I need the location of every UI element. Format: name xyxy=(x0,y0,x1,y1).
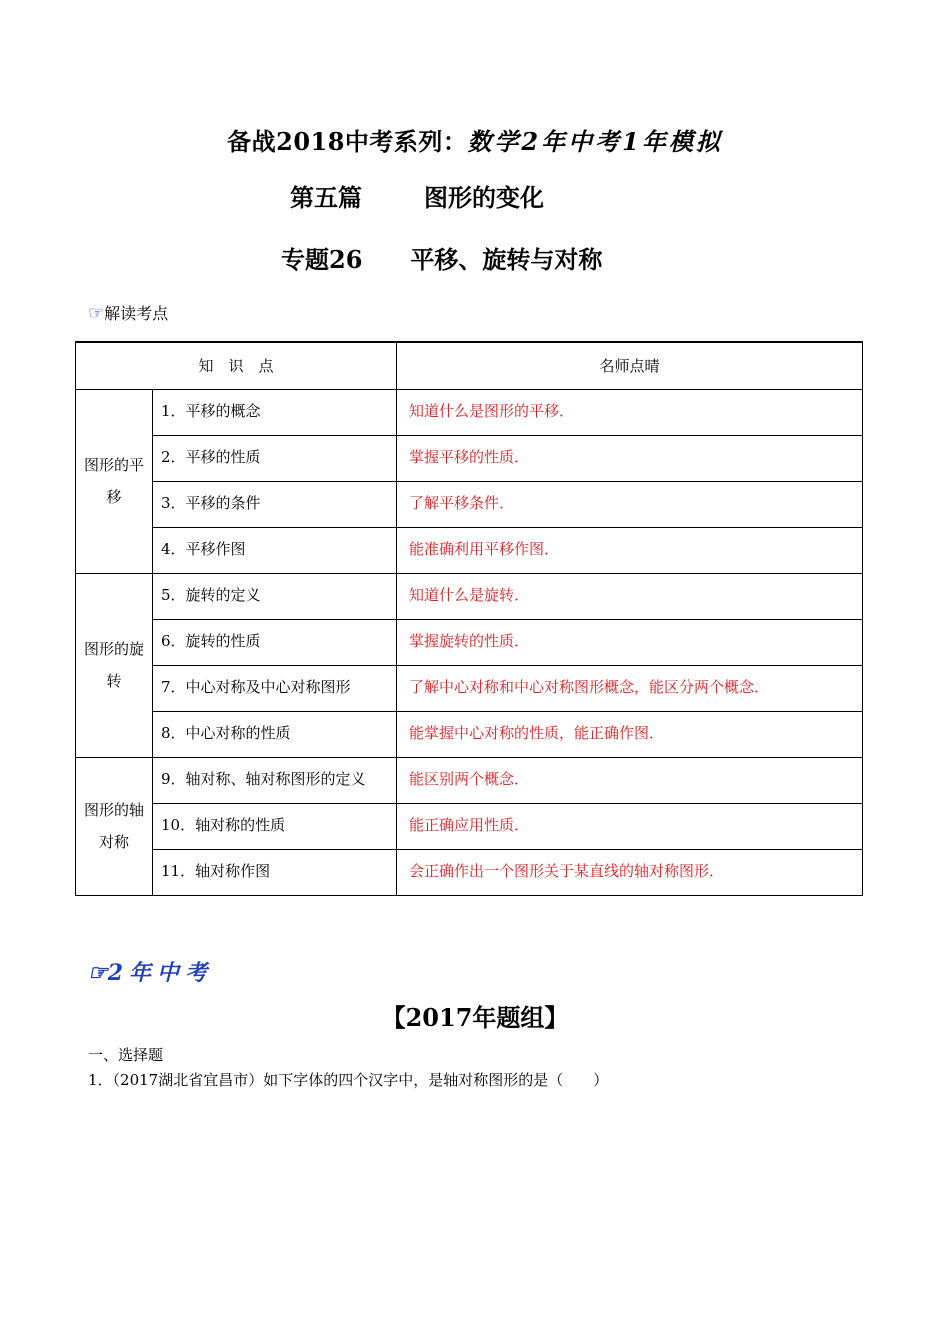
table-row xyxy=(76,711,863,757)
point-cell: 5．旋转的定义 xyxy=(153,573,397,619)
chapter-name: 图形的变化 xyxy=(424,183,544,212)
point-cell: 7．中心对称及中心对称图形 xyxy=(153,665,397,711)
pointing-hand-icon: ☞ xyxy=(88,303,105,324)
category-cell: 图形的平移 xyxy=(76,389,153,573)
question-group-title: 【2017年题组】 xyxy=(381,1003,569,1032)
point-cell: 2．平移的性质 xyxy=(153,435,397,481)
tip-cell: 了解中心对称和中心对称图形概念，能区分两个概念． xyxy=(397,665,863,711)
table-row xyxy=(76,389,863,435)
table-row xyxy=(76,619,863,665)
topic-title xyxy=(281,240,602,275)
table-row xyxy=(76,527,863,573)
table-row xyxy=(76,481,863,527)
table-row xyxy=(76,757,863,803)
tip-cell: 了解平移条件． xyxy=(397,481,863,527)
tip-cell: 能区别两个概念． xyxy=(397,757,863,803)
tip-cell: 知道什么是图形的平移． xyxy=(397,389,863,435)
tip-cell: 能准确利用平移作图． xyxy=(397,527,863,573)
section2-label: 2年中考 xyxy=(107,960,214,986)
table-row xyxy=(76,573,863,619)
question-1: 1．（2017湖北省宜昌市）如下字体的四个汉字中，是轴对称图形的是（ ） xyxy=(88,1071,609,1089)
section-interpretation xyxy=(88,301,168,324)
point-cell: 11．轴对称作图 xyxy=(153,849,397,895)
tip-cell: 能正确应用性质． xyxy=(397,803,863,849)
section-two-year-exams xyxy=(88,956,213,987)
table-row xyxy=(76,435,863,481)
point-cell: 8．中心对称的性质 xyxy=(153,711,397,757)
section-label: 解读考点 xyxy=(104,304,169,323)
tip-cell: 掌握旋转的性质． xyxy=(397,619,863,665)
table-row xyxy=(76,849,863,895)
table-header-row xyxy=(76,342,863,389)
tip-cell: 会正确作出一个图形关于某直线的轴对称图形． xyxy=(397,849,863,895)
point-cell: 3．平移的条件 xyxy=(153,481,397,527)
header-knowledge-points: 知 识 点 xyxy=(76,342,397,389)
tip-cell: 掌握平移的性质． xyxy=(397,435,863,481)
title-part2: 数学2年中考1年模拟 xyxy=(467,127,723,156)
category-cell: 图形的旋转 xyxy=(76,573,153,757)
document-title xyxy=(0,122,950,157)
chapter-title xyxy=(290,178,544,213)
point-cell: 9．轴对称、轴对称图形的定义 xyxy=(153,757,397,803)
point-cell: 10．轴对称的性质 xyxy=(153,803,397,849)
pointing-hand-icon: ☞ xyxy=(88,960,108,986)
point-cell: 1．平移的概念 xyxy=(153,389,397,435)
category-cell: 图形的轴对称 xyxy=(76,757,153,895)
chapter-label: 第五篇 xyxy=(290,183,362,212)
header-teacher-tips: 名师点晴 xyxy=(397,342,863,389)
knowledge-table xyxy=(75,341,863,896)
topic-name: 平移、旋转与对称 xyxy=(410,245,603,274)
topic-label: 专题26 xyxy=(281,245,363,274)
point-cell: 4．平移作图 xyxy=(153,527,397,573)
tip-cell: 能掌握中心对称的性质，能正确作图． xyxy=(397,711,863,757)
tip-cell: 知道什么是旋转． xyxy=(397,573,863,619)
question-section-title: 一、选择题 xyxy=(88,1046,164,1064)
title-part1: 备战2018中考系列： xyxy=(227,127,468,156)
table-row xyxy=(76,803,863,849)
table-row xyxy=(76,665,863,711)
point-cell: 6．旋转的性质 xyxy=(153,619,397,665)
